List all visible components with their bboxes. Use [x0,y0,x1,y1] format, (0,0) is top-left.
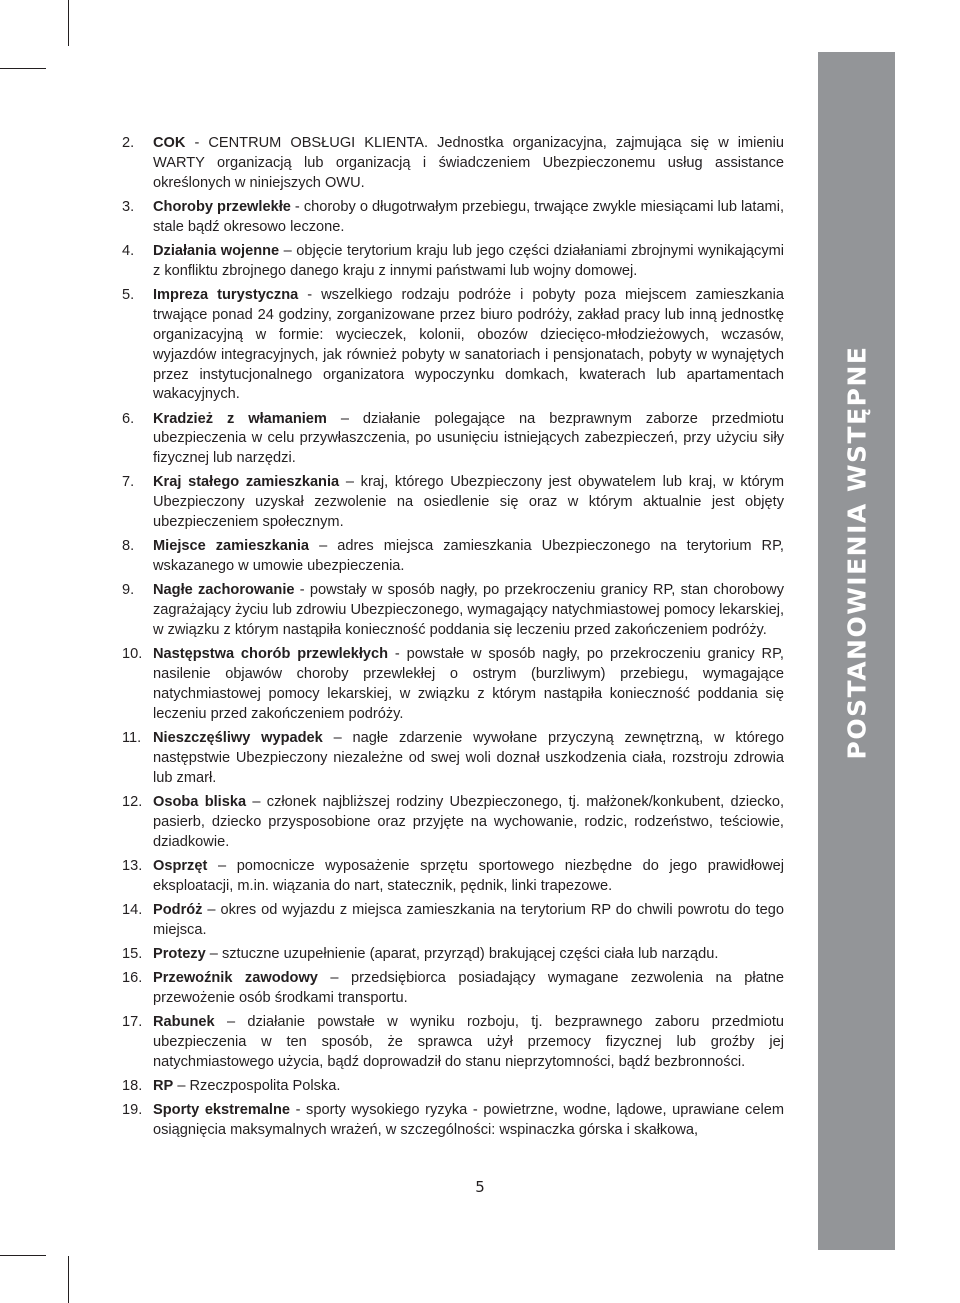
definition-text: – sztuczne uzupełnienie (aparat, przyrząd) brakującej części ciała lub narządu. [205,945,719,962]
definition-number: 7. [122,474,135,491]
definition-body [153,793,784,853]
definition-term: Miejsce zamieszkania [153,538,310,555]
definition-text: – objęcie terytorium kraju lub jego części działaniami zbrojnymi wynikającymi z konfliktu zbrojnego danego kraju z innymi państwami lub wojny domowej. [153,242,785,279]
page-number: 5 [475,1178,485,1196]
definition-number: 10. [122,646,143,663]
crop-mark [68,0,69,46]
definition-body [153,857,784,897]
definition-term: Nieszczęśliwy wypadek [153,730,323,747]
definition-number: 19. [122,1101,143,1118]
definition-body [153,1013,784,1073]
definition-term: Kradzież z włamaniem [153,410,327,427]
definition-term: Działania wojenne [153,242,280,259]
definition-body [153,198,784,238]
definition-text: – okres od wyjazdu z miejsca zamieszkania na terytorium RP do chwili powrotu do tego miejsca. [153,901,784,938]
definition-text: – działanie powstałe w wyniku rozboju, tj. bezprawnego zaboru przedmiotu ubezpieczenia w ten sposób, że sprawca użył przemocy fizycznej lub groźby jej natychmiastowego użycia, bądź doprowadził do stanu nieprzytomności, bądź bezbronności. [153,1013,784,1070]
definition-item [122,969,784,1009]
definition-body [153,945,784,965]
definition-number: 5. [122,286,135,303]
definition-item [122,537,784,577]
definition-item [122,410,784,470]
definition-item [122,793,784,853]
crop-mark [68,1256,69,1303]
definition-term: Osprzęt [153,857,208,874]
definition-body [153,581,784,641]
definition-body [153,134,784,194]
definition-item [122,901,784,941]
definition-term: Protezy [153,945,206,962]
definition-term: Choroby przewlekłe [153,198,291,215]
definition-number: 11. [122,730,142,747]
definition-body [153,1077,784,1097]
definition-item [122,242,784,282]
definition-body [153,1101,784,1141]
definition-item [122,729,784,789]
definition-number: 16. [122,969,143,986]
definition-term: Osoba bliska [153,793,247,810]
definition-text: – przedsiębiorca posiadający wymagane zezwolenia na płatne przewożenie osób środkami transportu. [153,969,785,1006]
crop-mark [0,1255,46,1256]
definition-term: Sporty ekstremalne [153,1101,290,1118]
definition-text: – Rzeczpospolita Polska. [173,1077,341,1094]
crop-mark [0,68,46,69]
definition-text: - wszelkiego rodzaju podróże i pobyty poza miejscem zamieszkania trwające ponad 24 godziny, zorganizowane przez biuro podróży, zakład pracy lub inną jednostkę organizacyjną w formie: wycieczek, kolonii, obozów dziecięco-młodzieżowych, wczasów, wyjazdów integracyjnych, jak również pobyty w sanatoriach i pensjonatach, pobyty w wynajętych przez instytucjonalnego organizatora wypoczynku domkach, kwaterach lub apartamentach wakacyjnych. [153,286,784,403]
definition-term: Podróż [153,901,203,918]
definition-term: Przewoźnik zawodowy [153,969,318,986]
definition-item [122,473,784,533]
definition-item [122,286,784,405]
definition-term: Rabunek [153,1013,215,1030]
definition-item [122,1013,784,1073]
section-side-title-text: POSTANOWIENIA WSTĘPNE [842,345,872,759]
definition-item [122,1101,784,1141]
definition-item [122,134,784,194]
definition-body [153,410,784,470]
definition-number: 3. [122,198,135,215]
definition-body [153,729,784,789]
definition-text: - choroby o długotrwałym przebiegu, trwające zwykle miesiącami lub latami, stale bądź okresowo leczone. [153,198,785,235]
section-side-title [818,52,895,1250]
definition-number: 15. [122,945,143,962]
definition-term: Impreza turystyczna [153,286,299,303]
definition-body [153,242,784,282]
definition-number: 2. [122,135,135,151]
definition-body [153,473,784,533]
definition-text: – działanie polegające na bezprawnym zaborze przedmiotu ubezpieczenia w celu przywłaszczenia, po usunięciu istniejących zabezpieczeń, przy użyciu siły fizycznej lub narzędzi. [153,410,784,467]
definition-text: – pomocnicze wyposażenie sprzętu sportowego niezbędne do jego prawidłowej eksploatacji, m.in. wiązania do nart, statecznik, pędnik, linki trapezowe. [153,857,784,894]
definition-number: 12. [122,793,143,810]
definition-text: - CENTRUM OBSŁUGI KLIENTA. Jednostka organizacyjna, zajmująca się w imieniu WARTY organizacją lub organizacją i świadczeniem Ubezpieczonemu usług assistance określonych w niniejszych OWU. [153,135,784,191]
definition-number: 8. [122,538,135,555]
definition-body [153,537,784,577]
definition-text: – kraj, którego Ubezpieczony jest obywatelem lub kraj, w którym Ubezpieczony uzyskał zezwolenie na osiedlenie się oraz w którym aktualnie jest objęty ubezpieczeniem społecznym. [153,474,784,531]
definition-item [122,645,784,725]
definition-body [153,645,784,725]
definition-term: RP [153,1077,174,1094]
definition-item [122,198,784,238]
definition-body [153,901,784,941]
definition-body [153,286,784,405]
definition-number: 6. [122,410,135,427]
definition-number: 14. [122,901,143,918]
definition-item [122,945,784,965]
definition-term: COK [153,135,186,151]
definition-number: 17. [122,1013,143,1030]
definition-text: - powstałe w sposób nagły, po przekroczeniu granicy RP, nasilenie objawów choroby przewlekłej o ostrym (burzliwym) przebiegu, wymagające natychmiastowej pomocy lekarskiej, w związku z którym nastąpiła konieczność poddania się leczeniu przed zakończeniem podróży. [153,646,784,722]
definition-number: 4. [122,242,135,259]
definition-item [122,581,784,641]
definition-number: 18. [122,1077,143,1094]
definition-item [122,857,784,897]
definition-text: - sporty wysokiego ryzyka - powietrzne, wodne, lądowe, uprawiane celem osiągnięcia maksymalnych wrażeń, w szczególności: wspinaczka górska i skałkowa, [153,1101,784,1138]
definition-text: – członek najbliższej rodziny Ubezpieczonego, tj. małżonek/konkubent, dziecko, pasierb, dziecko przysposobione oraz przyjęte na wychowanie, rodzic, rodzeństwo, teściowie, dziadkowie. [153,793,785,850]
definition-term: Nagłe zachorowanie [153,582,295,599]
definition-body [153,969,784,1009]
definition-term: Kraj stałego zamieszkania [153,474,340,491]
definition-number: 13. [122,857,143,874]
definition-number: 9. [122,582,135,599]
definition-term: Następstwa chorób przewlekłych [153,646,389,663]
definition-text: – adres miejsca zamieszkania Ubezpieczonego na terytorium RP, wskazanego w umowie ubezpieczenia. [153,538,784,575]
definition-item [122,1077,784,1097]
definition-text: – nagłe zdarzenie wywołane przyczyną zewnętrzną, w którego następstwie Ubezpieczony niezależne od swej woli doznał uszkodzenia ciała, rozstroju zdrowia lub zmarł. [153,730,784,786]
definition-text: - powstały w sposób nagły, po przekroczeniu granicy RP, stan chorobowy zagrażający życiu lub zdrowiu Ubezpieczonego, wymagający natychmiastowej pomocy lekarskiej, w związku z którym nastąpiła konieczność poddania się leczeniu przed zakończeniem podróży. [153,582,784,639]
definitions-list [122,134,784,1145]
